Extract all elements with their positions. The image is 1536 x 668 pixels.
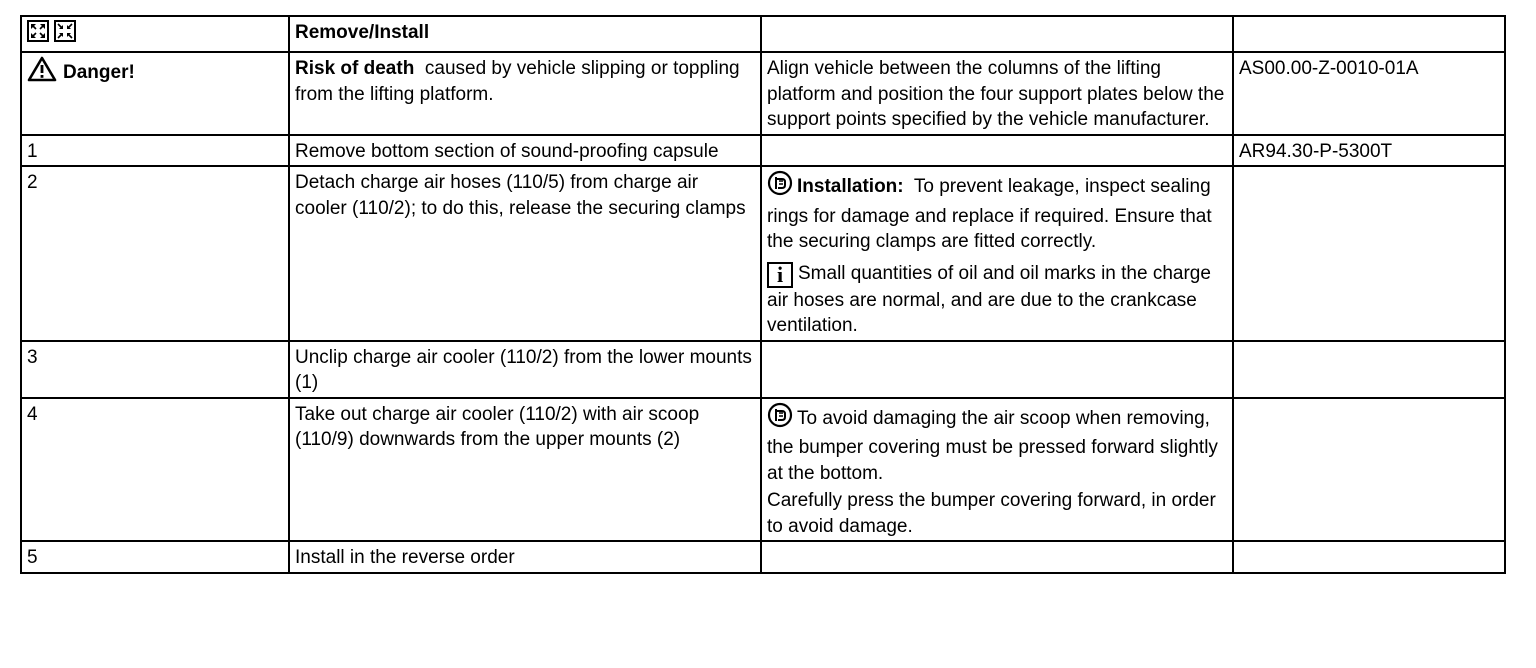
step-number: 5 bbox=[21, 541, 289, 573]
step-row bbox=[21, 541, 1505, 573]
header-empty-cell bbox=[761, 16, 1233, 52]
step-number: 3 bbox=[21, 341, 289, 398]
danger-reference[interactable]: AS00.00-Z-0010-01A bbox=[1233, 52, 1505, 135]
caution-note-2: Carefully press the bumper covering forward, in order to avoid damage. bbox=[767, 490, 1216, 537]
step-reference bbox=[1233, 341, 1505, 398]
step-row bbox=[21, 166, 1505, 341]
installation-note bbox=[767, 170, 1227, 255]
warning-triangle-icon bbox=[27, 56, 57, 90]
procedure-table bbox=[20, 15, 1506, 574]
step-reference bbox=[1233, 541, 1505, 573]
header-empty-cell bbox=[1233, 16, 1505, 52]
step-note-cell bbox=[761, 166, 1233, 341]
step-reference bbox=[1233, 398, 1505, 542]
step-action: Unclip charge air cooler (110/2) from the lower mounts (1) bbox=[289, 341, 761, 398]
step-row bbox=[21, 398, 1505, 542]
danger-row bbox=[21, 52, 1505, 135]
danger-instruction: Align vehicle between the columns of the lifting platform and position the four support plates below the support points specified by the vehicle manufacturer. bbox=[761, 52, 1233, 135]
step-number: 1 bbox=[21, 135, 289, 167]
step-action: Take out charge air cooler (110/2) with air scoop (110/9) downwards from the upper mounts (2) bbox=[289, 398, 761, 542]
pointing-hand-icon bbox=[767, 402, 793, 436]
step-note-cell bbox=[761, 135, 1233, 167]
step-action: Detach charge air hoses (110/5) from charge air cooler (110/2); to do this, release the securing clamps bbox=[289, 166, 761, 341]
step-note-cell bbox=[761, 341, 1233, 398]
danger-label: Danger! bbox=[63, 62, 135, 83]
note-text: To avoid damaging the air scoop when removing, the bumper covering must be pressed forward slightly at the bottom. bbox=[767, 407, 1218, 484]
step-note-cell bbox=[761, 398, 1233, 542]
expand-icon[interactable] bbox=[27, 20, 49, 42]
caution-note bbox=[767, 402, 1227, 487]
info-icon: i bbox=[767, 262, 793, 288]
collapse-icon[interactable] bbox=[54, 20, 76, 42]
header-icons-cell bbox=[21, 16, 289, 52]
note-text: To prevent leakage, inspect sealing rings for damage and replace if required. Ensure that the securing clamps are fitted correctly. bbox=[767, 176, 1212, 252]
info-note bbox=[767, 261, 1227, 339]
danger-cell bbox=[21, 52, 289, 135]
info-text: Small quantities of oil and oil marks in the charge air hoses are normal, and are due to the crankcase ventilation. bbox=[767, 262, 1211, 336]
step-action: Install in the reverse order bbox=[289, 541, 761, 573]
danger-risk-cell bbox=[289, 52, 761, 135]
header-row bbox=[21, 16, 1505, 52]
step-number: 4 bbox=[21, 398, 289, 542]
step-reference[interactable]: AR94.30-P-5300T bbox=[1233, 135, 1505, 167]
step-row bbox=[21, 341, 1505, 398]
step-note-cell bbox=[761, 541, 1233, 573]
step-action: Remove bottom section of sound-proofing capsule bbox=[289, 135, 761, 167]
step-number: 2 bbox=[21, 166, 289, 341]
pointing-hand-icon bbox=[767, 170, 793, 204]
note-label: Installation: bbox=[797, 176, 904, 197]
step-reference bbox=[1233, 166, 1505, 341]
risk-text: caused by vehicle slipping or toppling from the lifting platform. bbox=[295, 58, 740, 105]
header-title: Remove/Install bbox=[289, 16, 761, 52]
risk-bold-text: Risk of death bbox=[295, 58, 415, 79]
step-row bbox=[21, 135, 1505, 167]
